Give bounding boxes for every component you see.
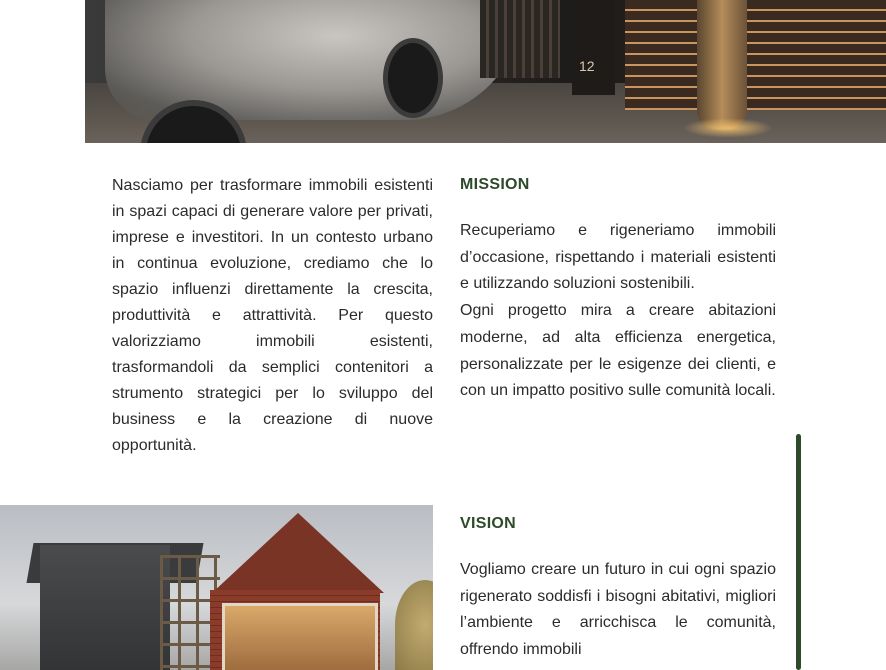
new-house-gable [212,513,384,593]
house-number: 12 [579,58,595,74]
car-rear-wheel [383,38,443,118]
vision-section [460,515,776,664]
mission-heading: MISSION [460,176,530,193]
vision-heading: VISION [460,515,517,532]
intro-paragraph: Nasciamo per trasformare immobili esistenti in spazi capaci di generare valore per privati, imprese e investitori. In un contesto urbano in continua evoluzione, crediamo che lo spazio influenzi direttamente la crescita, produttività e attrattività. Per questo valorizziamo immobili esistenti, trasformandoli da semplici contenitori a strumento strategici per lo sviluppo del business e la creazione di nuove opportunità. [112,177,433,454]
tree-trunk [697,0,747,130]
accent-bar [796,434,801,670]
mailbox-post [572,0,615,95]
autumn-tree [395,580,433,670]
garden-light [683,118,773,138]
mission-paragraph-1: Recuperiamo e rigeneriamo immobili d’occasione, rispettando i materiali esistenti e utilizzando soluzioni sostenibili. [460,222,776,293]
car [105,0,525,120]
wooden-fence [625,0,886,110]
lit-window [222,603,378,670]
hero-photo-car-driveway [85,0,886,143]
mission-paragraph-2: Ogni progetto mira a creare abitazioni moderne, ad alta efficienza energetica, personalizzate per le esigenze dei clienti, e con un impatto positivo sulle comunità locali. [460,302,776,400]
mission-section [460,176,776,405]
gate [480,0,560,78]
house-renovation-photo [0,505,433,670]
old-house [40,545,170,670]
vision-paragraph: Vogliamo creare un futuro in cui ogni spazio rigenerato soddisfi i bisogni abitativi, migliori l’ambiente e arricchisca le comunità, offrendo immobili [460,561,776,659]
